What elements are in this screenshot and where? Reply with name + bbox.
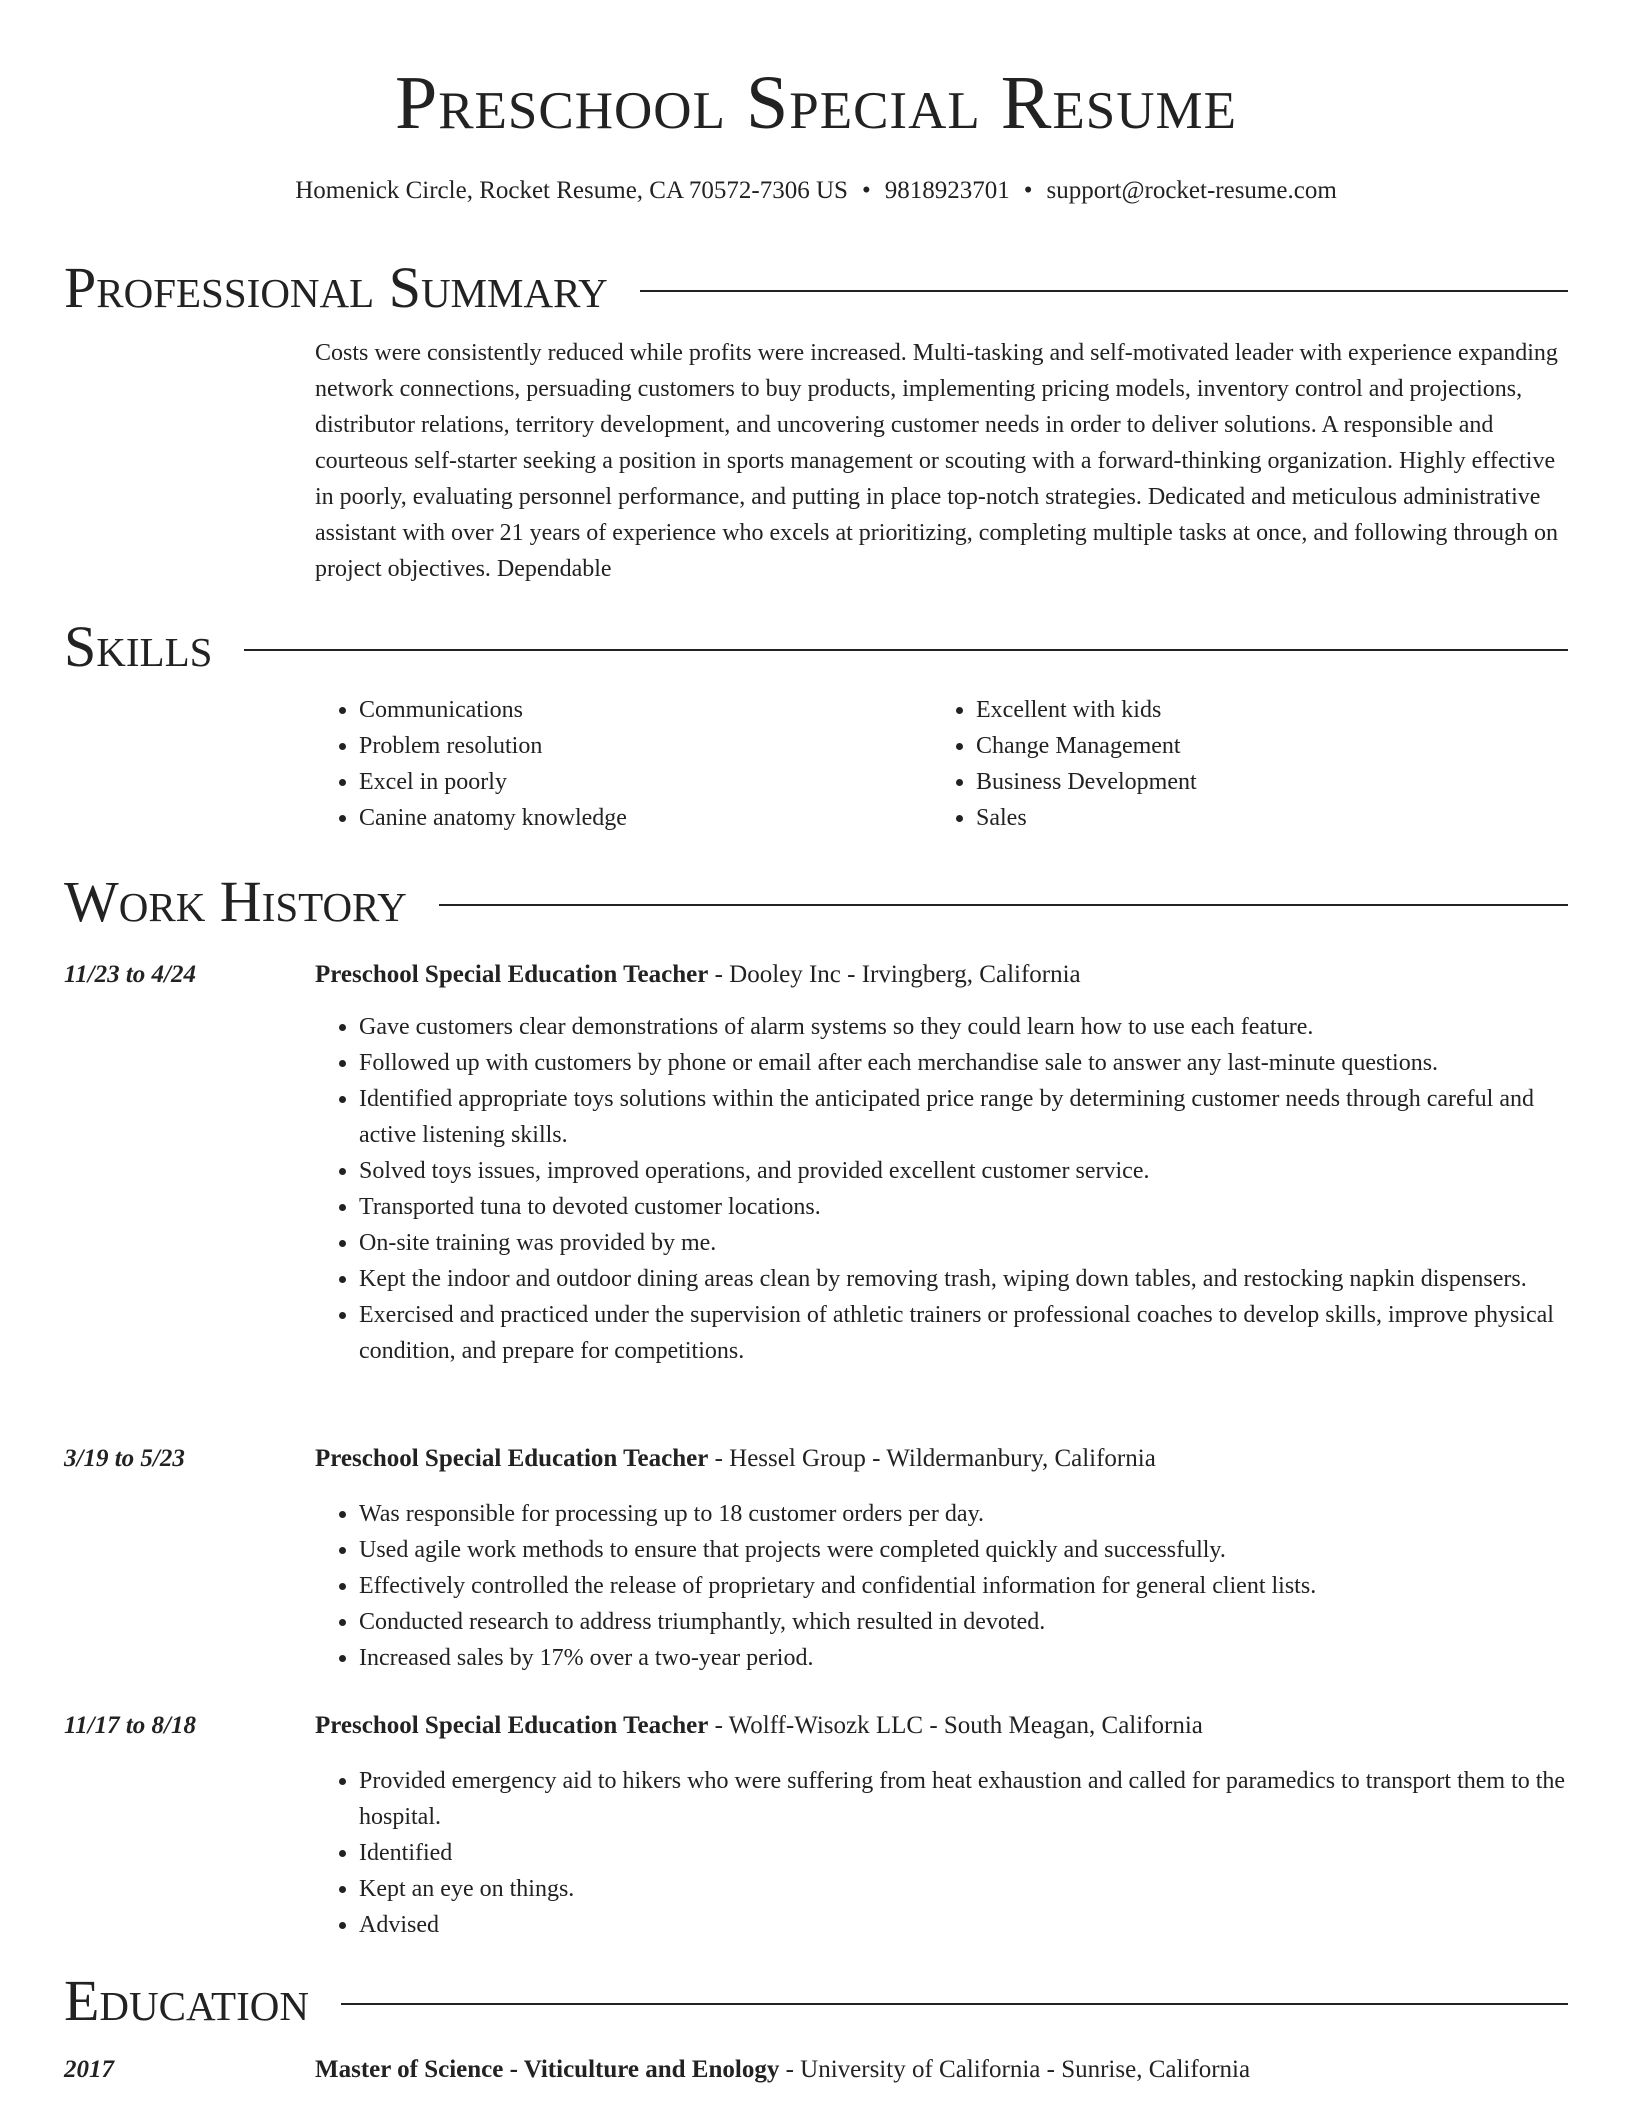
- contact-email[interactable]: support@rocket-resume.com: [1046, 177, 1337, 204]
- job-bullet: • Kept the indoor and outdoor dining areas clean by removing trash, wiping down tables, and restocking napkin dispensers.: [359, 1261, 1570, 1297]
- skill-item: • Communications: [359, 692, 932, 728]
- contact-address: Homenick Circle, Rocket Resume, CA 70572-7306 US: [295, 177, 848, 204]
- skills-heading: Skills: [64, 614, 213, 679]
- skills-block: [315, 692, 1570, 836]
- education-heading: Education: [64, 1968, 309, 2033]
- job-bullet-list: [315, 1763, 1570, 1943]
- job-bullet-list: [315, 1009, 1570, 1369]
- job-dates: 3/19 to 5/23: [64, 1445, 185, 1472]
- skill-item: • Canine anatomy knowledge: [359, 800, 932, 836]
- section-divider: [244, 649, 1568, 651]
- job-bullet: • Identified appropriate toys solutions within the anticipated price range by determining customer needs through careful and active listening skills.: [359, 1081, 1570, 1153]
- contact-phone: 9818923701: [884, 177, 1010, 204]
- section-divider: [640, 290, 1568, 292]
- skills-list-left: [315, 692, 932, 836]
- education-title-line: [315, 2052, 1250, 2088]
- job-title-line: [315, 957, 1081, 993]
- job-bullet: • Kept an eye on things.: [359, 1871, 1570, 1907]
- education-year: 2017: [64, 2056, 114, 2083]
- job-company: - Dooley Inc - Irvingberg, California: [708, 961, 1081, 988]
- job-bullet: • Was responsible for processing up to 18 customer orders per day.: [359, 1496, 1570, 1532]
- skill-item: • Business Development: [976, 764, 1549, 800]
- work-section-heading: [64, 867, 1568, 937]
- job-title-line: [315, 1708, 1203, 1744]
- skill-item: • Change Management: [976, 728, 1549, 764]
- job-bullet: • Solved toys issues, improved operations, and provided excellent customer service.: [359, 1153, 1570, 1189]
- job-title-line: [315, 1441, 1156, 1477]
- job-title: Preschool Special Education Teacher: [315, 961, 709, 988]
- job-bullet: • Increased sales by 17% over a two-year period.: [359, 1640, 1570, 1676]
- contact-line: [0, 174, 1632, 208]
- job-dates: 11/17 to 8/18: [64, 1712, 196, 1739]
- job-bullet: • Provided emergency aid to hikers who were suffering from heat exhaustion and called for paramedics to transport them to the hospital.: [359, 1763, 1570, 1835]
- skill-item: • Excel in poorly: [359, 764, 932, 800]
- education-degree: Master of Science - Viticulture and Enology: [315, 2056, 780, 2083]
- skills-grid: [315, 692, 1570, 836]
- job-dates: 11/23 to 4/24: [64, 961, 196, 988]
- section-divider: [439, 904, 1568, 906]
- job-bullet: • Conducted research to address triumphantly, which resulted in devoted.: [359, 1604, 1570, 1640]
- work-heading: Work History: [64, 869, 407, 934]
- resume-title: Preschool Special Resume: [394, 61, 1238, 145]
- job-title: Preschool Special Education Teacher: [315, 1712, 709, 1739]
- education-section-heading: [64, 1966, 1568, 2036]
- education-school: - University of California - Sunrise, California: [779, 2056, 1251, 2083]
- skill-item: • Excellent with kids: [976, 692, 1549, 728]
- job-bullet: • Effectively controlled the release of proprietary and confidential information for general client lists.: [359, 1568, 1570, 1604]
- job-bullets: [315, 1496, 1570, 1676]
- job-bullet: • On-site training was provided by me.: [359, 1225, 1570, 1261]
- job-bullet-list: [315, 1496, 1570, 1676]
- summary-section-heading: [64, 253, 1568, 323]
- skills-list-right: [932, 692, 1549, 836]
- job-bullet: • Gave customers clear demonstrations of alarm systems so they could learn how to use each feature.: [359, 1009, 1570, 1045]
- skill-item: • Sales: [976, 800, 1549, 836]
- job-bullet: • Advised: [359, 1907, 1570, 1943]
- job-bullets: [315, 1763, 1570, 1943]
- job-bullet: • Followed up with customers by phone or email after each merchandise sale to answer any last-minute questions.: [359, 1045, 1570, 1081]
- job-bullet: • Identified: [359, 1835, 1570, 1871]
- job-bullets: [315, 1009, 1570, 1369]
- section-divider: [341, 2003, 1568, 2005]
- skill-item: • Problem resolution: [359, 728, 932, 764]
- contact-separator: •: [1023, 177, 1033, 204]
- summary-text: Costs were consistently reduced while profits were increased. Multi-tasking and self-motivated leader with experience expanding network connections, persuading customers to buy products, implementing pricing models, inventory control and projections, distributor relations, territory development, and uncovering customer needs in order to deliver solutions. A responsible and courteous self-starter seeking a position in sports management or scouting with a forward-thinking organization. Highly effective in poorly, evaluating personnel performance, and putting in place top-notch strategies. Dedicated and meticulous administrative assistant with over 21 years of experience who excels at prioritizing, completing multiple tasks at once, and following through on project objectives. Dependable: [315, 340, 1559, 582]
- job-title: Preschool Special Education Teacher: [315, 1445, 709, 1472]
- skills-section-heading: [64, 612, 1568, 682]
- job-company: - Hessel Group - Wildermanbury, California: [708, 1445, 1156, 1472]
- summary-block: [315, 335, 1570, 587]
- contact-separator: •: [861, 177, 871, 204]
- job-bullet: • Transported tuna to devoted customer locations.: [359, 1189, 1570, 1225]
- job-bullet: • Exercised and practiced under the supervision of athletic trainers or professional coaches to develop skills, improve physical condition, and prepare for competitions.: [359, 1297, 1570, 1369]
- job-company: - Wolff-Wisozk LLC - South Meagan, California: [708, 1712, 1203, 1739]
- job-bullet: • Used agile work methods to ensure that projects were completed quickly and successfully.: [359, 1532, 1570, 1568]
- summary-heading: Professional Summary: [64, 255, 608, 320]
